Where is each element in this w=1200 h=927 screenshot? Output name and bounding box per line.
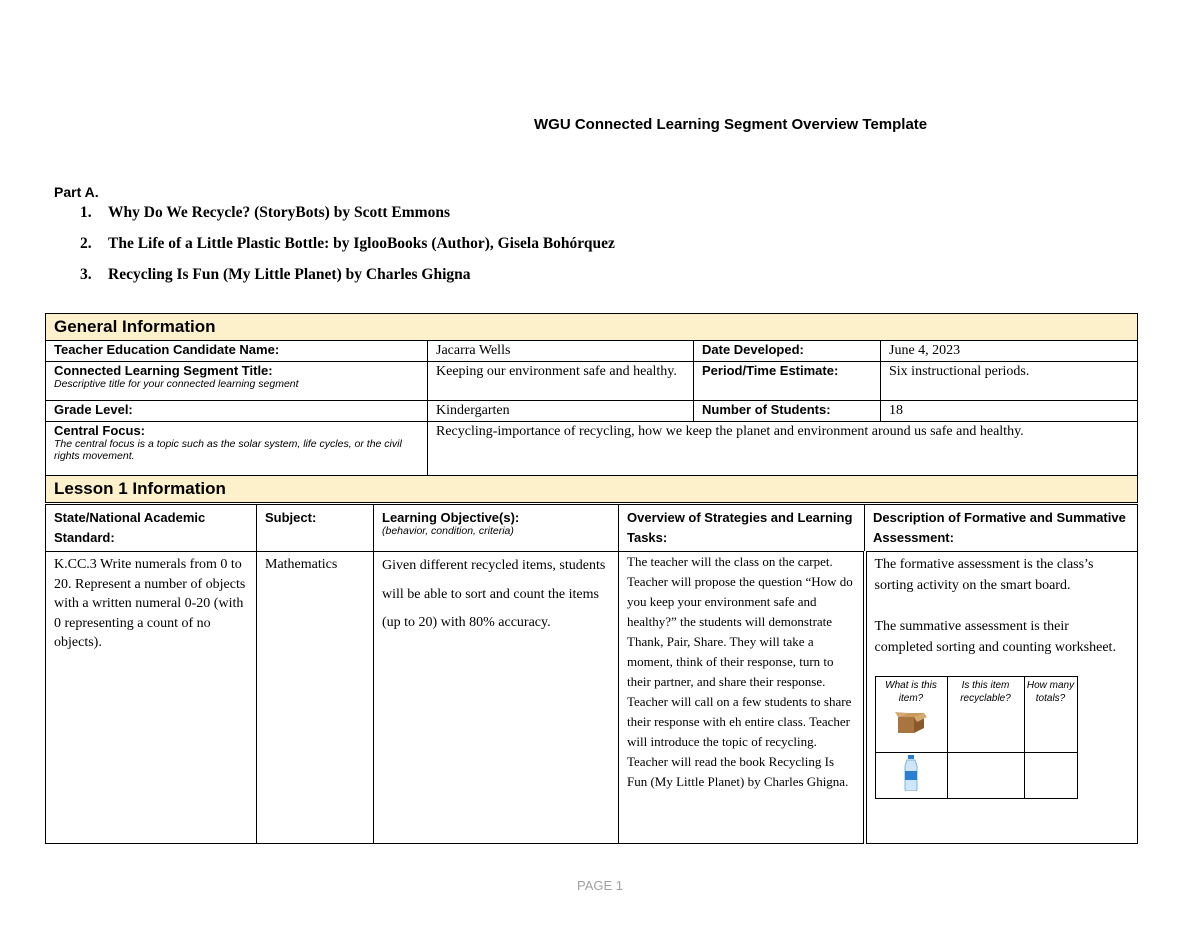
segment-title-cell bbox=[46, 362, 428, 401]
general-information-table bbox=[45, 313, 1138, 503]
book-number: 3. bbox=[80, 266, 92, 283]
candidate-name-value: Jacarra Wells bbox=[428, 341, 694, 362]
segment-title-description: Descriptive title for your connected learning segment bbox=[54, 378, 299, 390]
book-item bbox=[80, 204, 615, 235]
standard-cell: K.CC.3 Write numerals from 0 to 20. Represent a number of objects with a written numeral 0-20 (with 0 representing a count of no objects). bbox=[46, 552, 257, 844]
lesson1-table bbox=[45, 504, 1138, 844]
formative-assessment-text: The formative assessment is the class’s sorting activity on the smart board. bbox=[874, 557, 1094, 593]
book-title: Why Do We Recycle? (StoryBots) by Scott Emmons bbox=[108, 204, 450, 221]
part-a-label: Part A. bbox=[54, 184, 99, 200]
objective-header-cell bbox=[374, 505, 619, 552]
candidate-name-label: Teacher Education Candidate Name: bbox=[46, 341, 428, 362]
sorting-table-cell bbox=[947, 753, 1024, 799]
book-number: 2. bbox=[80, 235, 92, 252]
general-info-heading: General Information bbox=[46, 314, 1138, 341]
sorting-table-cell bbox=[875, 677, 947, 753]
sorting-table-cell bbox=[875, 753, 947, 799]
number-of-students-value: 18 bbox=[881, 401, 1138, 422]
book-title: The Life of a Little Plastic Bottle: by IglooBooks (Author), Gisela Bohórquez bbox=[108, 235, 615, 252]
segment-title-value: Keeping our environment safe and healthy. bbox=[428, 362, 694, 401]
number-of-students-label: Number of Students: bbox=[694, 401, 881, 422]
book-item bbox=[80, 266, 615, 297]
central-focus-description: The central focus is a topic such as the solar system, life cycles, or the civil rights movement. bbox=[54, 438, 402, 462]
date-developed-label: Date Developed: bbox=[694, 341, 881, 362]
central-focus-value: Recycling-importance of recycling, how we keep the planet and environment around us safe and healthy. bbox=[428, 422, 1138, 476]
item-column-header: What is this item? bbox=[885, 680, 937, 704]
objective-header-description: (behavior, condition, criteria) bbox=[382, 525, 514, 537]
water-bottle-icon bbox=[903, 755, 919, 791]
date-developed-value: June 4, 2023 bbox=[881, 341, 1138, 362]
summative-assessment-text: The summative assessment is their completed sorting and counting worksheet. bbox=[874, 619, 1116, 655]
page-number: PAGE 1 bbox=[576, 878, 623, 893]
period-label: Period/Time Estimate: bbox=[694, 362, 881, 401]
cardboard-box-icon bbox=[894, 709, 928, 735]
overview-header: Overview of Strategies and Learning Tasks: bbox=[619, 505, 865, 552]
assessment-header: Description of Formative and Summative Assessment: bbox=[865, 505, 1138, 552]
book-item bbox=[80, 235, 615, 266]
lesson1-heading: Lesson 1 Information bbox=[46, 476, 1138, 503]
book-title: Recycling Is Fun (My Little Planet) by Charles Ghigna bbox=[108, 266, 471, 283]
sorting-table-cell bbox=[1024, 753, 1077, 799]
count-column-header: How many totals? bbox=[1024, 677, 1077, 753]
document-title: WGU Connected Learning Segment Overview Template bbox=[534, 116, 928, 133]
objective-header: Learning Objective(s): bbox=[382, 510, 520, 525]
subject-header: Subject: bbox=[257, 505, 374, 552]
subject-cell: Mathematics bbox=[257, 552, 374, 844]
grade-level-value: Kindergarten bbox=[428, 401, 694, 422]
central-focus-label: Central Focus: bbox=[54, 423, 146, 438]
assessment-cell bbox=[865, 552, 1138, 844]
overview-cell: The teacher will the class on the carpet. Teacher will propose the question “How do you keep your environment safe and healthy?” the students will demonstrate Thank, Pair, Share. They will take a moment, think of their response, turn to their partner, and share their response. Teacher will call on a few students to share their response with eh entire class. Teacher will introduce the topic of recycling. Teacher will read the book Recycling Is Fun (My Little Planet) by Charles Ghigna. bbox=[619, 552, 865, 844]
recyclable-column-header: Is this item recyclable? bbox=[947, 677, 1024, 753]
book-number: 1. bbox=[80, 204, 92, 221]
central-focus-cell bbox=[46, 422, 428, 476]
objective-cell: Given different recycled items, students will be able to sort and count the items (up to 20) with 80% accuracy. bbox=[374, 552, 619, 844]
book-list bbox=[80, 204, 615, 297]
grade-level-label: Grade Level: bbox=[46, 401, 428, 422]
segment-title-label: Connected Learning Segment Title: bbox=[54, 363, 273, 378]
standard-header: State/National Academic Standard: bbox=[46, 505, 257, 552]
sorting-worksheet-table bbox=[875, 676, 1078, 799]
period-value: Six instructional periods. bbox=[881, 362, 1138, 401]
